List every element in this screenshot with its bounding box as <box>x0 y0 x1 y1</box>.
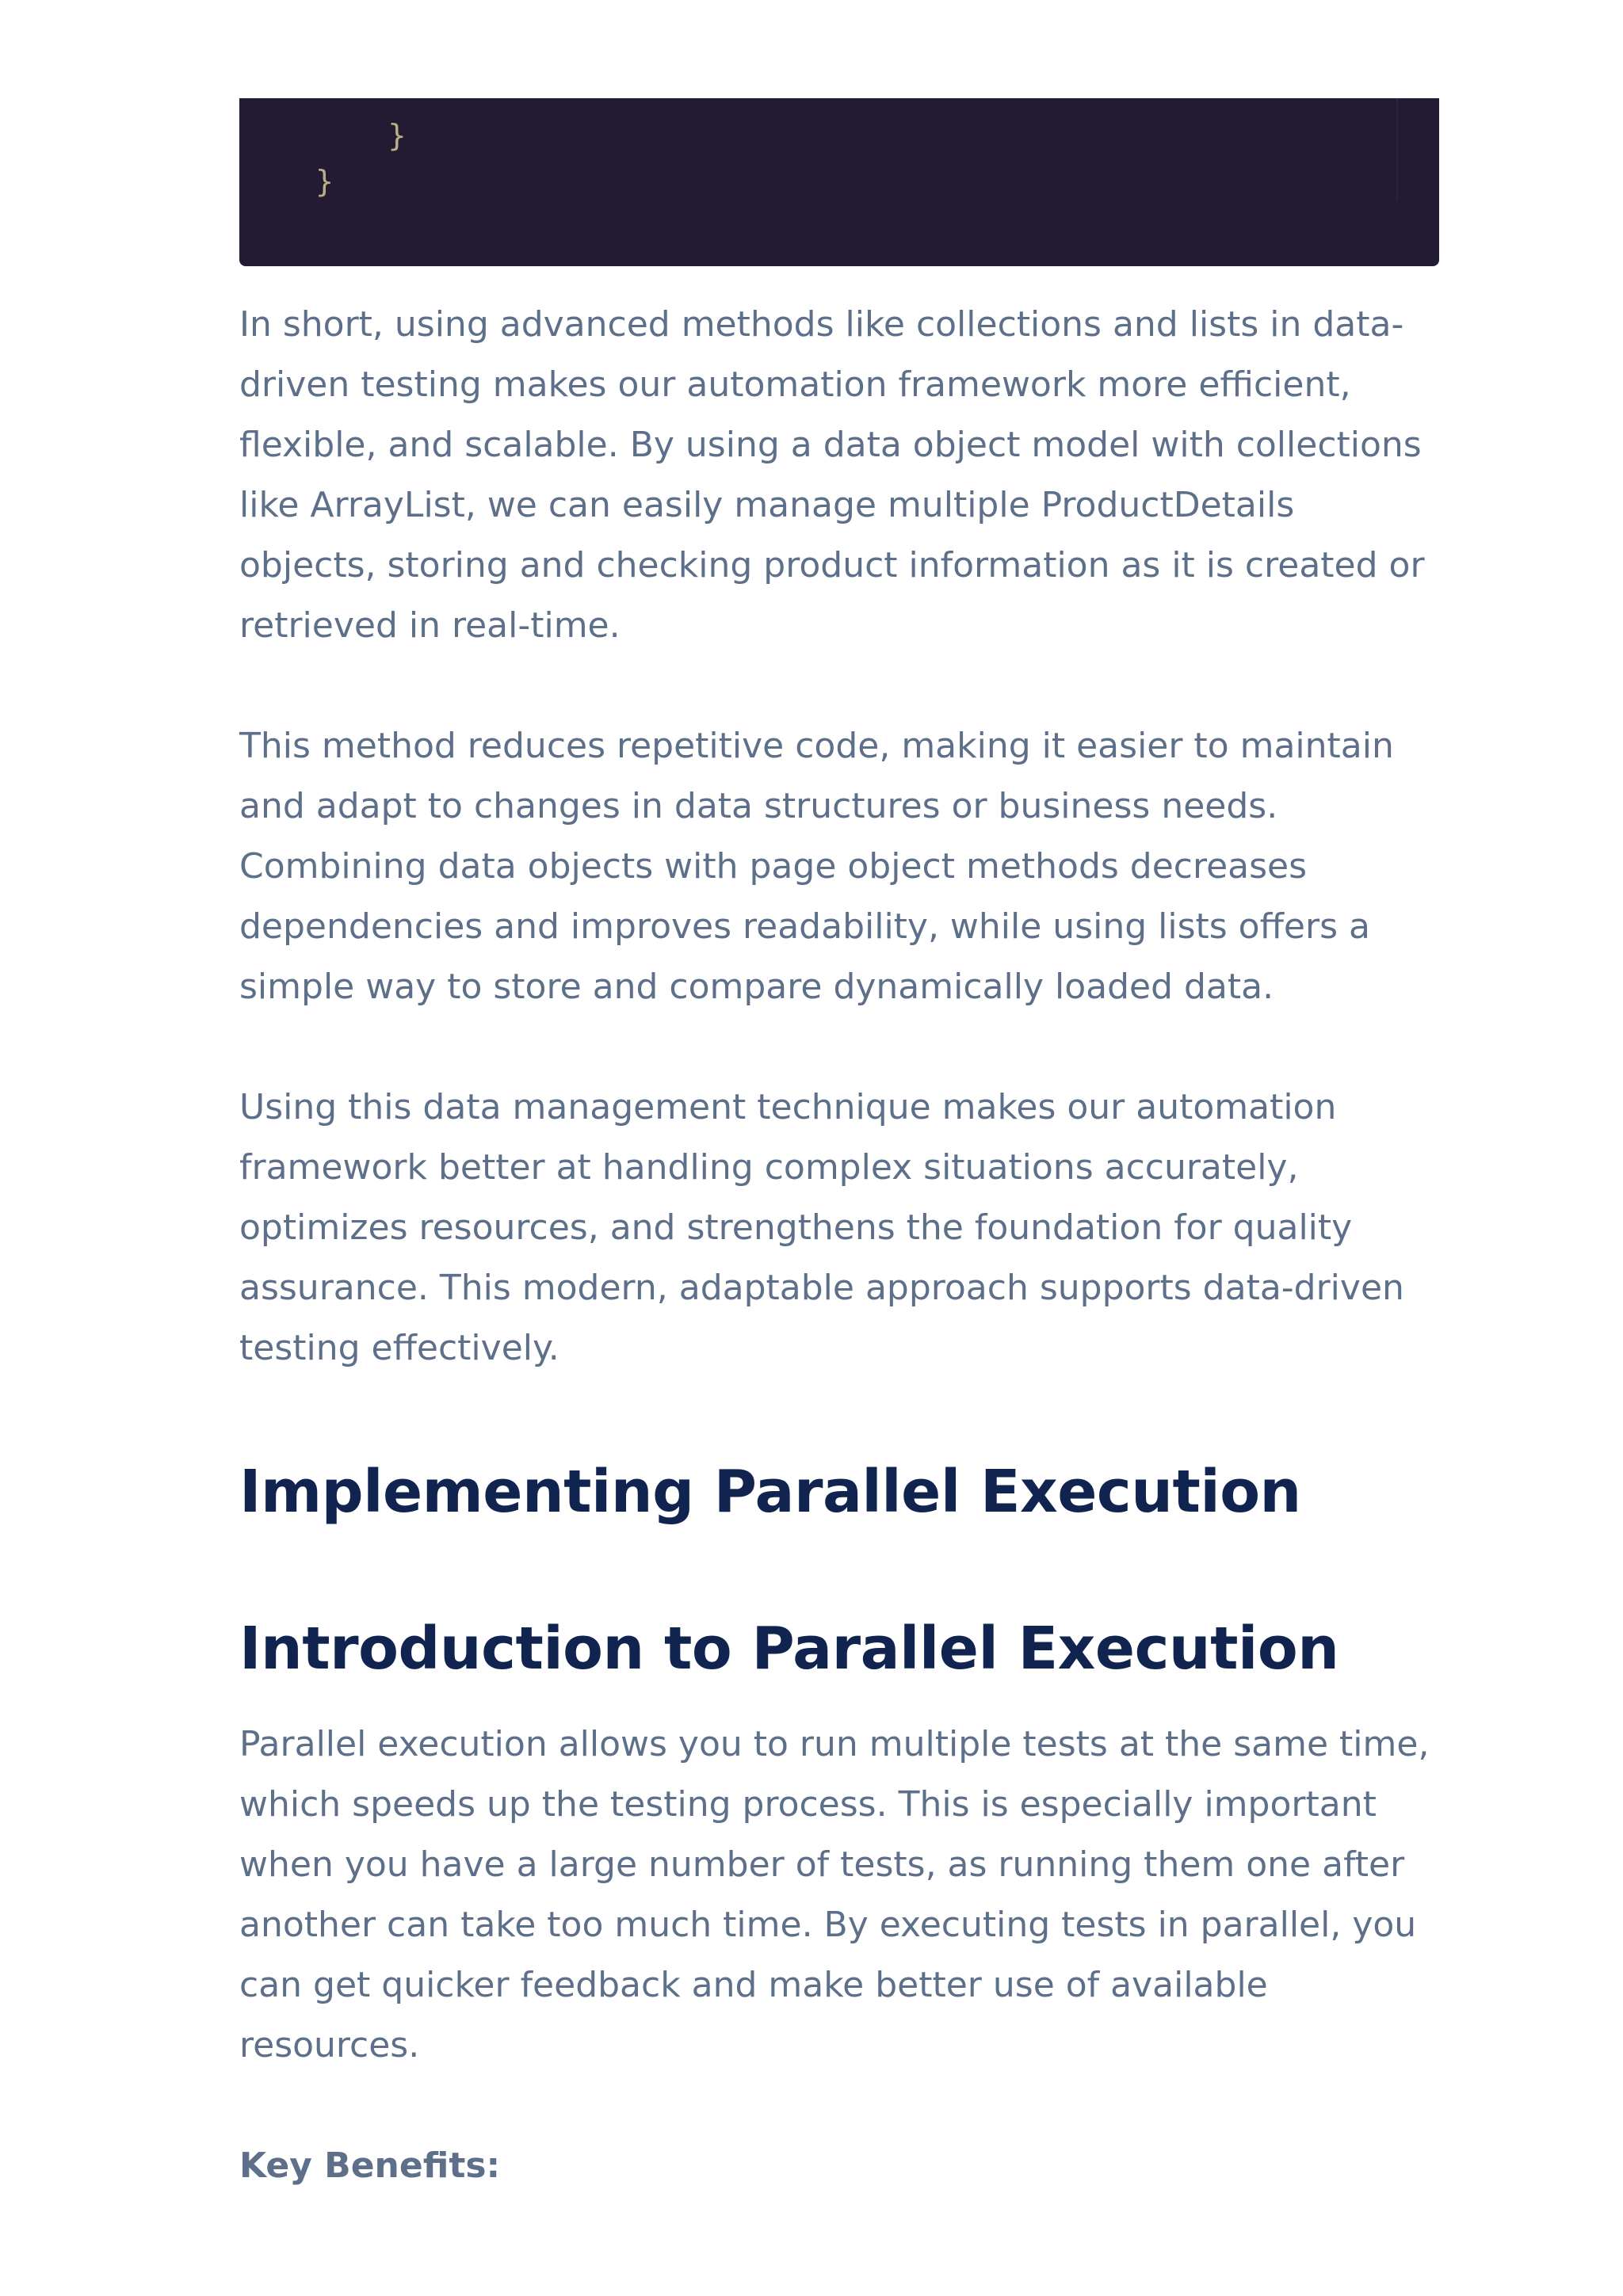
subsection-heading: Introduction to Parallel Execution <box>239 1615 1339 1683</box>
article-content <box>239 98 1439 2196</box>
code-block <box>239 98 1439 266</box>
key-benefits-label: Key Benefits: <box>239 2145 501 2186</box>
method-paragraph: This method reduces repetitive code, making it easier to maintain and adapt to changes in data structures or business needs. Combining data objects with page object methods decreases dependencies and improves readability, while using lists offers a simple way to store and compare dynamically loaded data. <box>239 726 1394 1007</box>
section-heading: Implementing Parallel Execution <box>239 1458 1301 1526</box>
technique-paragraph: Using this data management technique makes our automation framework better at handling complex situations accurately, optimizes resources, and strengthens the foundation for quality assurance. This modern, adaptable approach supports data-driven testing effectively. <box>239 1087 1404 1368</box>
code-line: } <box>315 118 407 153</box>
code-line: } <box>315 164 334 199</box>
summary-paragraph: In short, using advanced methods like collections and lists in data-driven testing makes our automation framework more efficient, flexible, and scalable. By using a data object model with collections like ArrayList, we can easily manage multiple ProductDetails objects, storing and checking product information as it is created or retrieved in real-time. <box>239 304 1425 646</box>
intro-paragraph: Parallel execution allows you to run multiple tests at the same time, which speeds up the testing process. This is especially important when you have a large number of tests, as running them one after another can take too much time. By executing tests in parallel, you can get quicker feedback and make better use of available resources. <box>239 1724 1430 2065</box>
